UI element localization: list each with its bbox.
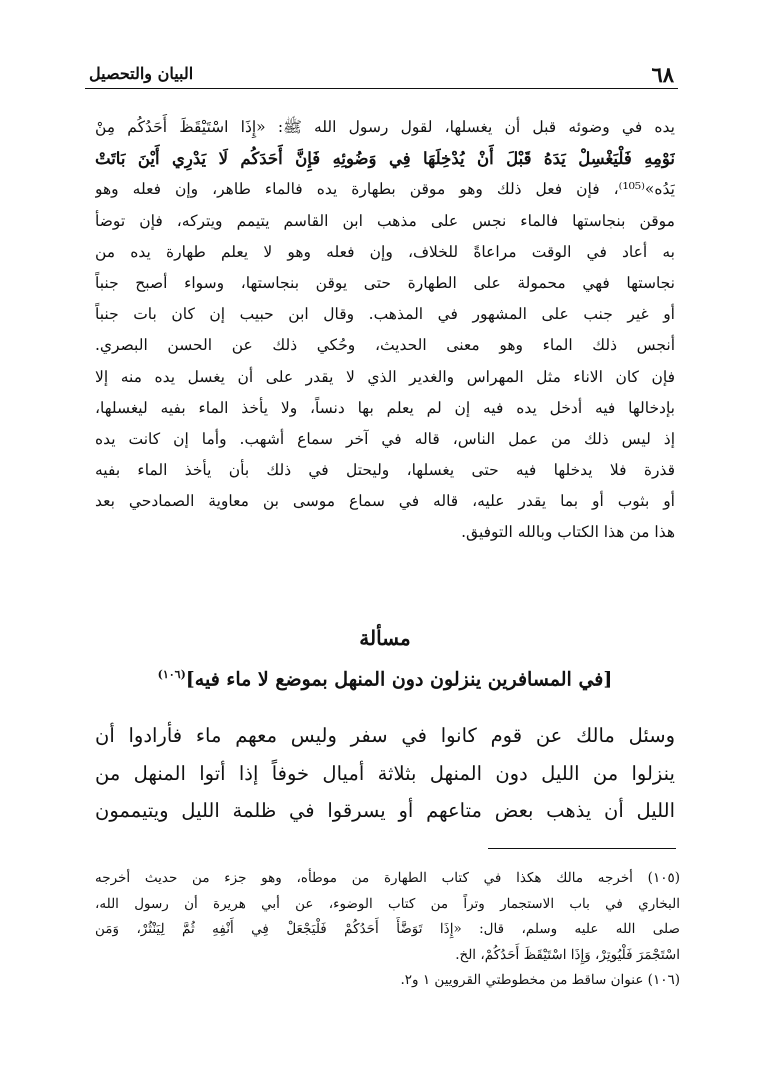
body-line: أو بثوب أو بما يقدر عليه، قاله في سماع موسى بن معاوية الصمادحي بعد (95, 492, 675, 511)
body-line: موقن بنجاستها فالماء نجس على مذهب ابن القاسم يتيمم ويتركه، فإن توضأ (95, 211, 675, 230)
footnote-line: (١٠٦) عنوان ساقط من مخطوطتي القرويين ١ و٢. (400, 972, 680, 988)
section-title: مسألة (359, 626, 411, 650)
main-line: الليل أن يذهب بعض متاعهم أو يسرقوا في ظلمة الليل ويتيممون (95, 799, 675, 822)
body-line: نجاستها فهي محمولة على الطهارة حتى يوقن بنجاستها، وسواء أصبح جنباً (95, 273, 675, 292)
page-number: ٦٨ (651, 62, 674, 87)
body-line: يَدُه»⁽¹⁰⁵⁾، فإن فعل ذلك وهو موقن بطهارة يده فالماء طاهر، وإن فعله وهو (95, 180, 675, 199)
main-text (95, 717, 675, 830)
footnotes (95, 866, 680, 994)
body-line: فإن كان الاناء مثل المهراس والغدير الذي لا يقدر على أن يغسل يده منه إلا (95, 367, 675, 386)
subtitle-note-ref: (١٠٦) (157, 668, 186, 681)
footnote-divider (488, 848, 676, 849)
main-line: وسئل مالك عن قوم كانوا في سفر وليس معهم ماء فأرادوا أن (95, 724, 675, 747)
body-line: أنجس ذلك الماء وهو معنى الحديث، وحُكي ذلك عن الحسن البصري. (95, 336, 675, 355)
body-line: قذرة فلا يدخلها فيه حتى يغسلها، وليحتل في ذلك بأن يأخذ الماء بفيه (95, 461, 675, 480)
body-line: هذا من هذا الكتاب وبالله التوفيق. (461, 523, 675, 542)
footnote-line: صلى الله عليه وسلم، قال: «إِذَا تَوَضَّأَ أَحَدُكُمْ فَلْيَجْعَلْ فِي أَنْفِهِ ثُمَّ لِيَنْثُرْ، وَمَن (95, 921, 680, 937)
page-header (85, 62, 678, 89)
footnote-line: (١٠٥) أخرجه مالك هكذا في كتاب الطهارة من موطأه، وهو جزء من حديث أخرجه (95, 870, 680, 886)
body-line: أو غير جنب على المشهور في المذهب. وقال ابن حبيب إن كان بات جنباً (95, 305, 675, 324)
footnote-line: البخاري في باب الاستجمار وتراً من كتاب الوضوء، عن أبي هريرة أن رسول الله، (95, 895, 680, 912)
body-line: بإدخالها فيه أدخل يده فيه إن لم يعلم بها دنساً، ولا يأخذ الماء بفيه ليغسلها، (95, 398, 675, 417)
subtitle-text: [في المسافرين ينزلون دون المنهل بموضع لا ماء فيه] (185, 668, 613, 691)
body-line: إذ ليس ذلك من عمل الناس، قاله في آخر سماع أشهب. وأما إن كانت يده (95, 429, 675, 448)
main-line: ينزلوا من الليل دون المنهل بثلاثة أميال خوفاً إذا أتوا المنهل من (95, 761, 675, 785)
body-line: به أعاد في الوقت مراعاةً للخلاف، وإن فعله وهو لا يعلم طهارة يده من (95, 242, 675, 261)
body-line-hadith: نَوْمِهِ فَلْيَغْسِلْ يَدَهُ قَبْلَ أَنْ يُدْخِلَهَا فِي وَضُوئِهِ فَإِنَّ أَحَدَكُم لَا يَدْرِي أَيْنَ بَاتَتْ (95, 149, 675, 169)
footnote-line: اسْتَجْمَرَ فَلْيُوتِرْ، وَإِذَا اسْتَيْقَظَ أَحَدُكُمْ، الخ. (455, 946, 680, 963)
running-title: البيان والتحصيل (89, 64, 194, 83)
section-subtitle (95, 668, 675, 690)
body-line: يده في وضوئه قبل أن يغسلها، لقول رسول الله ﷺ: «إِذَا اسْتَيْقَظَ أَحَدُكُم مِنْ (95, 118, 675, 136)
body-text (95, 112, 675, 549)
